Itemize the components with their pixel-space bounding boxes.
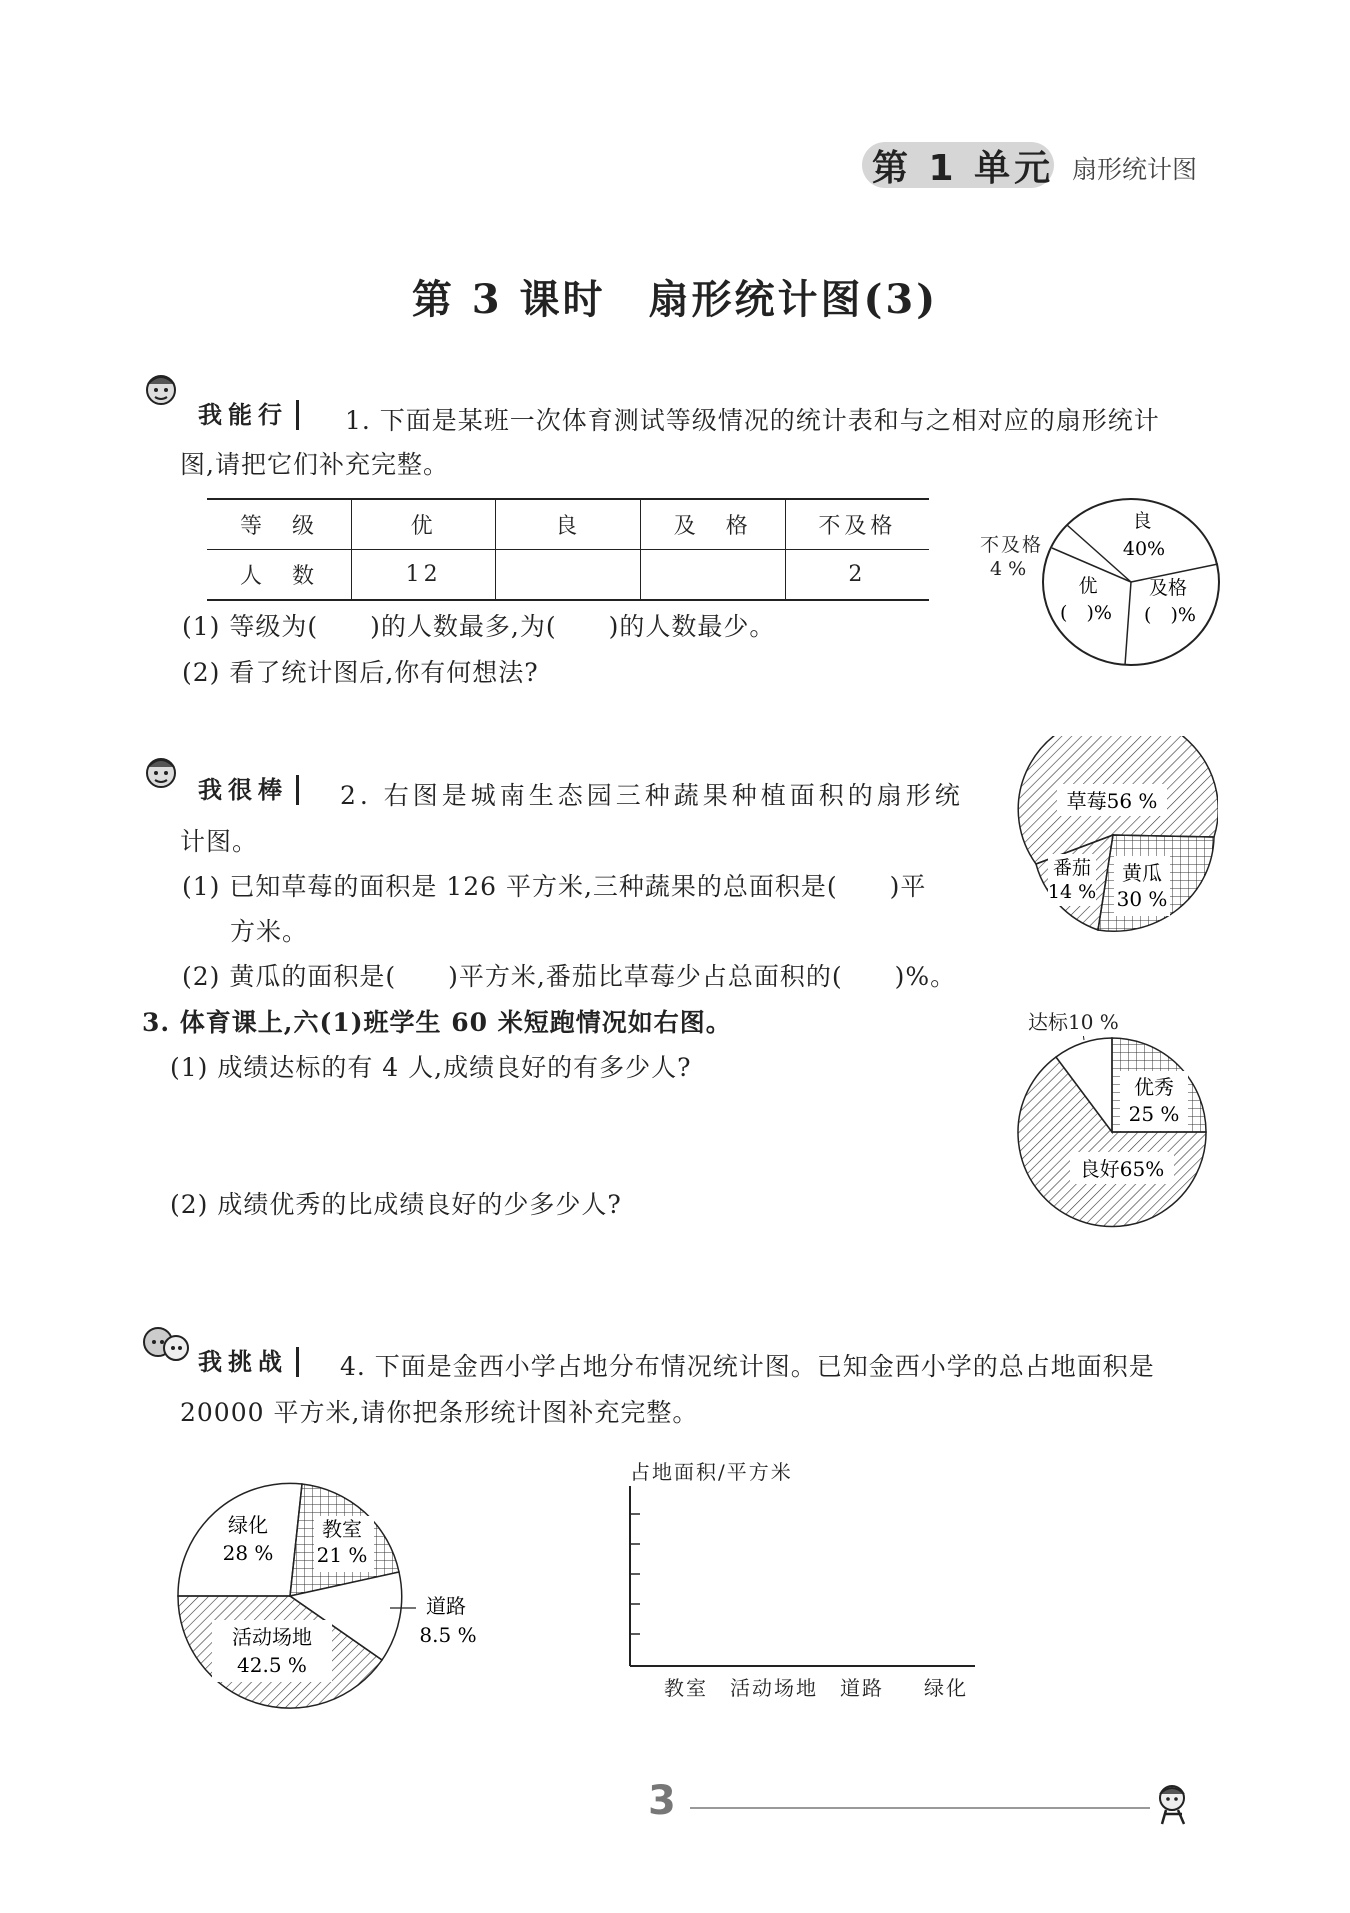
pie-label-bujige: 不及格 xyxy=(980,534,1044,556)
table-cell[interactable] xyxy=(640,550,785,601)
q4-text-line2: 20000 平方米,请你把条形统计图补充完整。 xyxy=(180,1398,699,1427)
table-cell: 不及格 xyxy=(785,499,929,550)
table-row xyxy=(207,499,929,550)
mascot-girl-icon xyxy=(140,370,182,412)
q1-sub1: (1) 等级为( )的人数最多,为( )的人数最少。 xyxy=(182,612,776,641)
q1-text-line2: 图,请把它们补充完整。 xyxy=(180,450,449,479)
q3-text-line1: 3. 体育课上,六(1)班学生 60 米短跑情况如右图。 xyxy=(142,1008,732,1037)
q2-text-line1: 2. 右图是城南生态园三种蔬果种植面积的扇形统 xyxy=(340,781,964,810)
q4-text-line1: 4. 下面是金西小学占地分布情况统计图。已知金西小学的总占地面积是 xyxy=(340,1352,1155,1381)
q1-pie-chart xyxy=(1040,495,1222,669)
q4-pie-chart xyxy=(176,1480,496,1720)
pie-label: 优秀 xyxy=(1134,1075,1174,1099)
pie-label: 优 xyxy=(1078,575,1098,597)
pie-label: 及格 xyxy=(1148,577,1188,599)
q2-text-line2: 计图。 xyxy=(180,827,259,856)
pie-label: ( )% xyxy=(1060,602,1112,624)
q2-pie-chart xyxy=(1012,736,1218,934)
table-cell: 2 xyxy=(785,550,929,601)
pie-label: 30 % xyxy=(1116,887,1168,911)
pie-label: 番茄 xyxy=(1052,857,1092,879)
grade-table xyxy=(207,498,929,601)
pie-label: 28 % xyxy=(222,1541,274,1565)
leader-line xyxy=(1082,1036,1084,1040)
q3-sub1: (1) 成绩达标的有 4 人,成绩良好的有多少人? xyxy=(170,1053,692,1082)
pie-label: 良 xyxy=(1132,510,1152,532)
bar-category-label: 道路 xyxy=(840,1676,884,1700)
pie-label: 道路 xyxy=(426,1594,466,1618)
unit-title: 第 1 单元 xyxy=(872,148,1055,189)
table-cell: 优 xyxy=(351,499,496,550)
pie-label: 8.5 % xyxy=(419,1623,477,1647)
badge-wo-tiao-zhan: 我挑战 xyxy=(198,1347,299,1377)
mascot-pair-icon xyxy=(140,1320,192,1368)
pie-label: 黄瓜 xyxy=(1122,861,1162,885)
q2-sub1a: (1) 已知草莓的面积是 126 平方米,三种蔬果的总面积是( )平 xyxy=(182,872,927,901)
footer-rule xyxy=(690,1807,1150,1809)
q3-pie-chart xyxy=(1016,1036,1214,1230)
table-cell: 及 格 xyxy=(640,499,785,550)
pie-slice-lvhua xyxy=(178,1483,302,1596)
bar-category-label: 教室 xyxy=(664,1676,708,1700)
pie-label: 25 % xyxy=(1128,1102,1180,1126)
pie-label: 14 % xyxy=(1047,881,1097,903)
table-cell: 12 xyxy=(351,550,496,601)
mascot-running-icon xyxy=(1148,1780,1204,1836)
q1-text-line1: 1. 下面是某班一次体育测试等级情况的统计表和与之相对应的扇形统计 xyxy=(345,406,1160,435)
pie-label: 42.5 % xyxy=(237,1653,307,1677)
badge-wo-hen-bang: 我很棒 xyxy=(198,775,299,805)
bar-chart-y-label: 占地面积/平方米 xyxy=(630,1460,793,1484)
table-cell: 良 xyxy=(496,499,640,550)
pie-label: 良好65% xyxy=(1079,1157,1165,1181)
q3-sub2: (2) 成绩优秀的比成绩良好的少多少人? xyxy=(170,1190,622,1219)
table-cell: 等 级 xyxy=(207,499,351,550)
bar-category-label: 绿化 xyxy=(924,1676,968,1700)
lesson-title: 第 3 课时 扇形统计图(3) xyxy=(411,276,939,323)
pie-label: ( )% xyxy=(1144,604,1196,626)
q2-sub2: (2) 黄瓜的面积是( )平方米,番茄比草莓少占总面积的( )%。 xyxy=(182,962,957,991)
unit-topic: 扇形统计图 xyxy=(1072,155,1198,184)
badge-wo-neng-xing: 我能行 xyxy=(198,400,299,430)
pie-label: 草莓56 % xyxy=(1066,789,1158,813)
mascot-girl-icon xyxy=(140,752,182,794)
pie-label-bujige-pct: 4 % xyxy=(990,558,1027,580)
pie-label: 21 % xyxy=(316,1543,368,1567)
pie-label: 教室 xyxy=(322,1517,362,1541)
table-row xyxy=(207,550,929,601)
pie-label-dabiao: 达标10 % xyxy=(1028,1010,1119,1034)
page-number: 3 xyxy=(648,1778,676,1824)
pie-label: 绿化 xyxy=(228,1513,268,1537)
pie-label: 40% xyxy=(1122,538,1166,560)
q1-sub2: (2) 看了统计图后,你有何想法? xyxy=(182,658,539,687)
pie-label: 活动场地 xyxy=(232,1625,312,1649)
table-cell: 人 数 xyxy=(239,564,318,589)
q2-sub1b: 方米。 xyxy=(230,917,309,946)
table-cell[interactable] xyxy=(496,550,640,601)
bar-category-label: 活动场地 xyxy=(730,1676,818,1700)
bar-chart-axes xyxy=(620,1484,980,1694)
